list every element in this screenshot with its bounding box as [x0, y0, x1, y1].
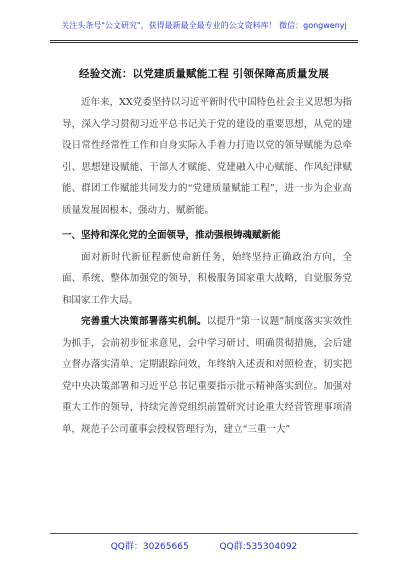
subparagraph-lead: 完善重大决策部署落实机制。: [81, 316, 207, 327]
section-1-subparagraph: [62, 311, 352, 440]
footer-qq-group-2: QQ群:535304092: [219, 542, 298, 552]
subparagraph-text: 以提升“第一议题”制度落实实效性为抓手，会前初步征求意见，会中学习研讨、明确贯彻措施，会后建立督办落实清单、定期跟踪问效，年终纳入述责和对照检查，切实把党中央决策部署和习近平总书记重要指示批示精神落实到位。加强对重大工作的领导，持续完善党组织前置研究讨论重大经营管理事项清单，规范子公司董事会授权管理行为，建立“三重一大”: [62, 316, 352, 435]
document-title: 经验交流：以党建质量赋能工程 引领保障高质量发展: [79, 68, 329, 80]
header-note: 关注头条号"公文研究"，获得最新最全最专业的公文资料库！ 微信：gongwenyj: [61, 21, 347, 30]
section-heading-1: 一、坚持和深化党的全面领导，推动强根铸魂赋新能: [62, 230, 281, 241]
intro-paragraph: 近年来，XX党委坚持以习近平新时代中国特色社会主义思想为指导，深入学习贯彻习近平总书记关于党的建设的重要思想，从党的建设日常性经常性工作和自身实际入手着力打造以党的领导赋能为总牵引、思想建设赋能、干部人才赋能、党建融入中心赋能、作风纪律赋能、群团工作赋能共同发力的“党建质量赋能工程”，进一步为企业高质量发展固根本、强动力、赋新能。: [62, 97, 352, 216]
document-body: [62, 92, 352, 440]
footer-qq-group-1: QQ群：30265665: [110, 542, 189, 552]
footer: [0, 539, 408, 552]
header-divider: [50, 40, 358, 43]
section-1-paragraph: 面对新时代新征程新使命新任务，始终坚持正确政治方向，全面、系统、整体加强党的领导，积极服务国家重大战略，自觉服务党和国家工作大局。: [62, 251, 352, 306]
footer-divider: [50, 533, 358, 534]
